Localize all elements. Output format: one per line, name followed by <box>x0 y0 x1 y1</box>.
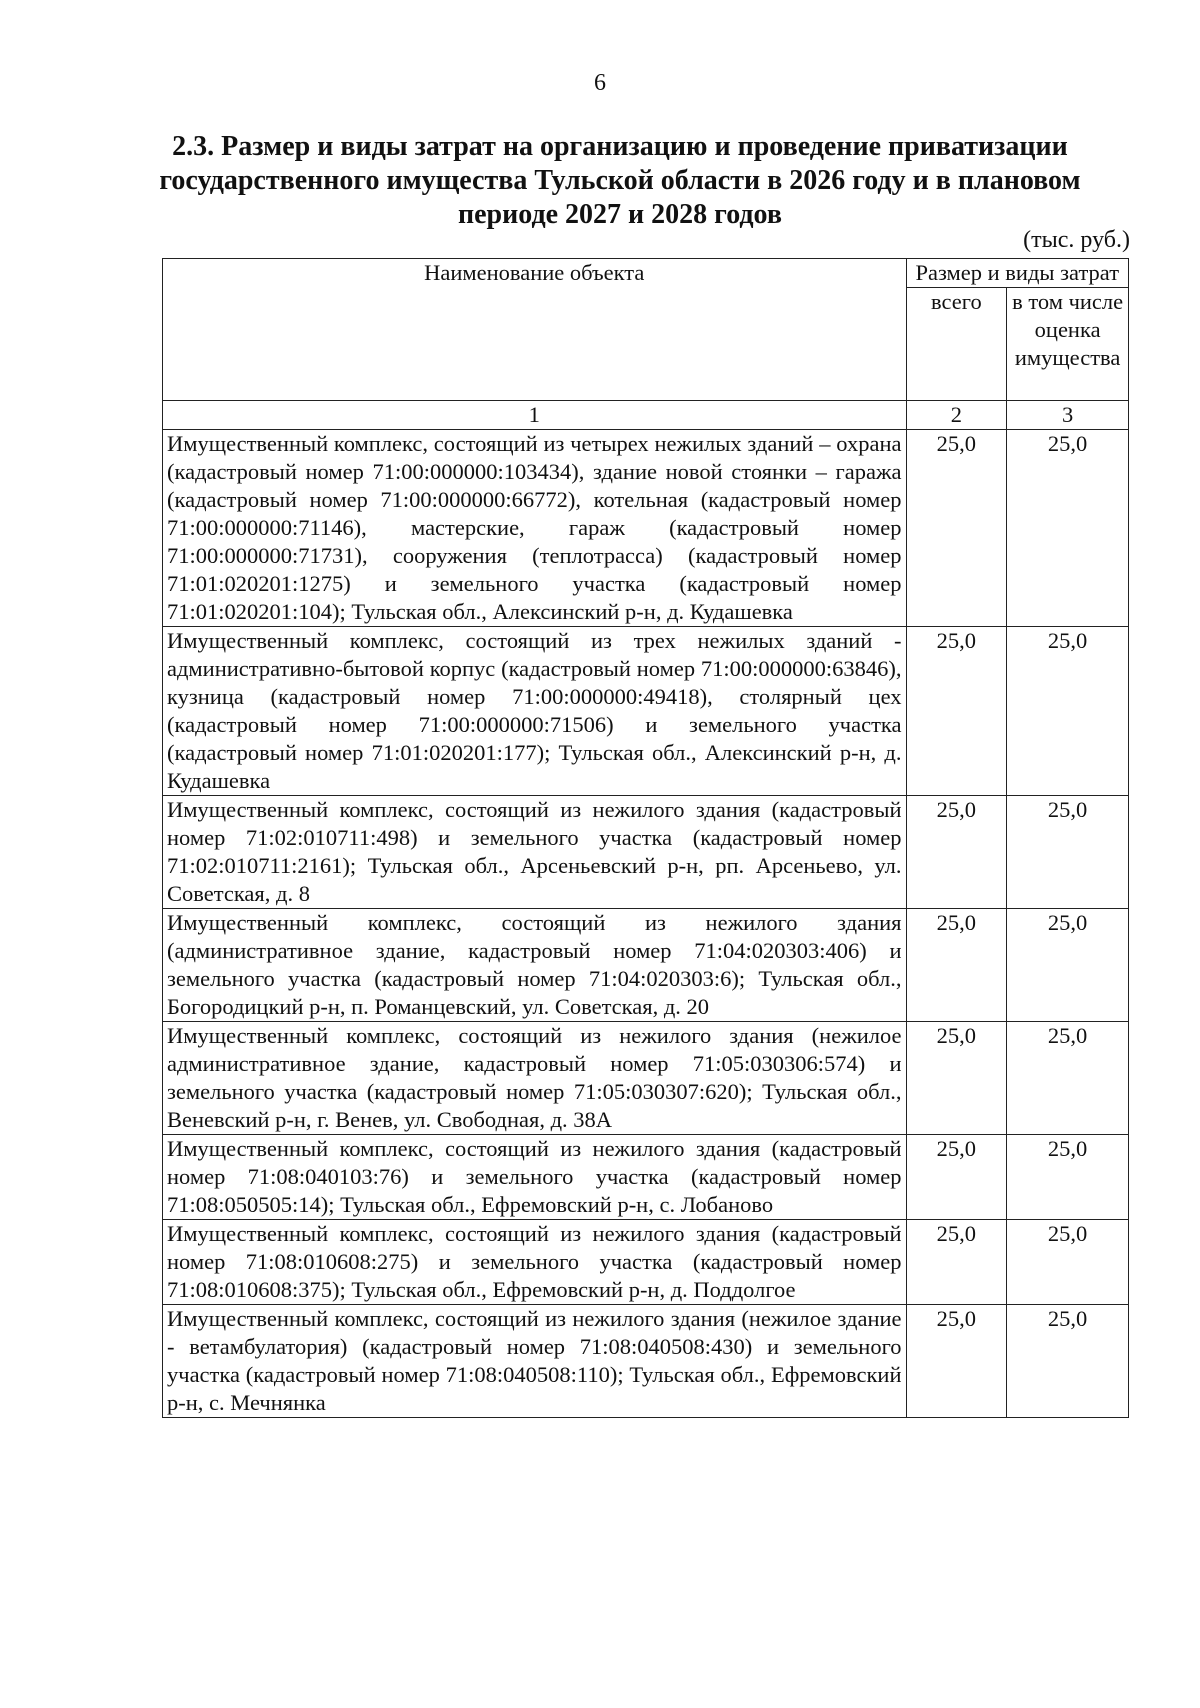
table-row <box>163 1220 1129 1305</box>
cost-total: 25,0 <box>906 1305 1007 1418</box>
cost-appraisal: 25,0 <box>1007 1022 1129 1135</box>
cost-total: 25,0 <box>906 1135 1007 1220</box>
cost-total: 25,0 <box>906 1022 1007 1135</box>
cost-total: 25,0 <box>906 1220 1007 1305</box>
column-number: 1 <box>163 401 907 430</box>
cost-appraisal: 25,0 <box>1007 1305 1129 1418</box>
cost-appraisal: 25,0 <box>1007 796 1129 909</box>
table-row <box>163 1135 1129 1220</box>
page-number: 6 <box>594 70 606 96</box>
column-number: 3 <box>1007 401 1129 430</box>
cost-appraisal: 25,0 <box>1007 909 1129 1022</box>
cost-appraisal: 25,0 <box>1007 1220 1129 1305</box>
table-row <box>163 430 1129 627</box>
units-label: (тыс. руб.) <box>1023 227 1130 253</box>
object-description: Имущественный комплекс, состоящий из нежилого здания (нежилое административное здание, кадастровый номер 71:05:030306:574) и земельного участка (кадастровый номер 71:05:030307:620); Тульская обл., Веневский р-н, г. Венев, ул. Свободная, д. 38А <box>163 1022 907 1135</box>
object-description: Имущественный комплекс, состоящий из четырех нежилых зданий – охрана (кадастровый номер 71:00:000000:103434), здание новой стоянки – гаража (кадастровый номер 71:00:000000:66772), котельная (кадастровый номер 71:00:000000:71146), мастерские, гараж (кадастровый номер 71:00:000000:71731), сооружения (теплотрасса) (кадастровый номер 71:01:020201:1275) и земельного участка (кадастровый номер 71:01:020201:104); Тульская обл., Алексинский р-н, д. Кудашевка <box>163 430 907 627</box>
cost-total: 25,0 <box>906 796 1007 909</box>
cost-appraisal: 25,0 <box>1007 1135 1129 1220</box>
object-description: Имущественный комплекс, состоящий из нежилого здания (кадастровый номер 71:08:040103:76) и земельного участка (кадастровый номер 71:08:050505:14); Тульская обл., Ефремовский р-н, с. Лобаново <box>163 1135 907 1220</box>
cost-total: 25,0 <box>906 430 1007 627</box>
cost-total: 25,0 <box>906 627 1007 796</box>
column-number: 2 <box>906 401 1007 430</box>
table-row <box>163 796 1129 909</box>
header-object-name: Наименование объекта <box>163 259 907 401</box>
costs-table <box>162 258 1129 1418</box>
section-title: 2.3. Размер и виды затрат на организацию и проведение приватизации государственного имущества Тульской области в 2026 году и в плановом периоде 2027 и 2028 годов <box>159 131 1081 230</box>
cost-appraisal: 25,0 <box>1007 430 1129 627</box>
object-description: Имущественный комплекс, состоящий из нежилого здания (административное здание, кадастровый номер 71:04:020303:406) и земельного участка (кадастровый номер 71:04:020303:6); Тульская обл., Богородицкий р-н, п. Романцевский, ул. Советская, д. 20 <box>163 909 907 1022</box>
object-description: Имущественный комплекс, состоящий из нежилого здания (нежилое здание - ветамбулатория) (кадастровый номер 71:08:040508:430) и земельного участка (кадастровый номер 71:08:040508:110); Тульская обл., Ефремовский р-н, с. Мечнянка <box>163 1305 907 1418</box>
table-row <box>163 1022 1129 1135</box>
table-row <box>163 909 1129 1022</box>
cost-appraisal: 25,0 <box>1007 627 1129 796</box>
object-description: Имущественный комплекс, состоящий из нежилого здания (кадастровый номер 71:08:010608:275) и земельного участка (кадастровый номер 71:08:010608:375); Тульская обл., Ефремовский р-н, д. Поддолгое <box>163 1220 907 1305</box>
cost-total: 25,0 <box>906 909 1007 1022</box>
header-total: всего <box>906 288 1007 401</box>
header-appraisal: в том числе оценка имущества <box>1007 288 1129 401</box>
table-row <box>163 627 1129 796</box>
table-row <box>163 1305 1129 1418</box>
header-cost-size: Размер и виды затрат <box>906 259 1128 288</box>
object-description: Имущественный комплекс, состоящий из трех нежилых зданий - административно-бытовой корпус (кадастровый номер 71:00:000000:63846), кузница (кадастровый номер 71:00:000000:49418), столярный цех (кадастровый номер 71:00:000000:71506) и земельного участка (кадастровый номер 71:01:020201:177); Тульская обл., Алексинский р-н, д. Кудашевка <box>163 627 907 796</box>
object-description: Имущественный комплекс, состоящий из нежилого здания (кадастровый номер 71:02:010711:498) и земельного участка (кадастровый номер 71:02:010711:2161); Тульская обл., Арсеньевский р-н, рп. Арсеньево, ул. Советская, д. 8 <box>163 796 907 909</box>
